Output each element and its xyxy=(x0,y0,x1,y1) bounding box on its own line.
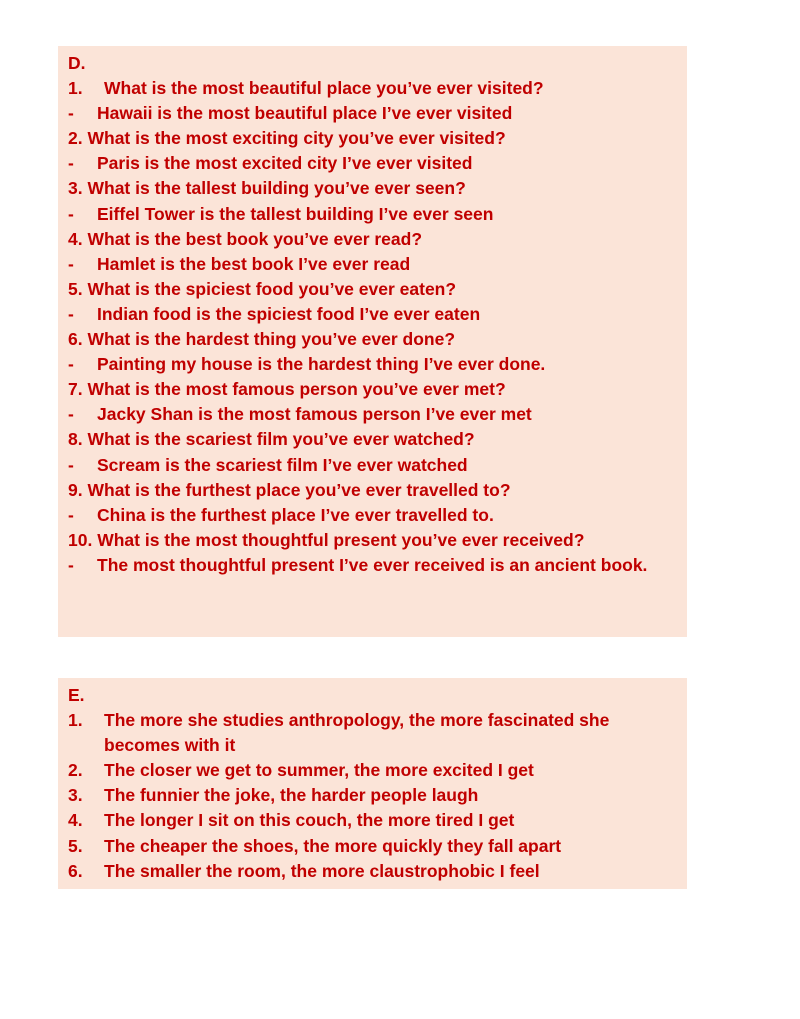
question-10 xyxy=(68,528,687,553)
answer-6 xyxy=(68,352,687,377)
question-number: 7. xyxy=(68,379,83,400)
answer-text: Indian food is the spiciest food I’ve ever eaten xyxy=(97,303,481,324)
answer-5 xyxy=(68,302,687,327)
answer-text: Scream is the scariest film I’ve ever watched xyxy=(97,454,468,475)
item-number: 2. xyxy=(68,760,83,781)
answer-9 xyxy=(68,503,687,528)
answer-7 xyxy=(68,402,687,427)
answer-dash: - xyxy=(68,354,74,375)
item-number: 3. xyxy=(68,785,83,806)
answer-10 xyxy=(68,553,687,578)
question-6 xyxy=(68,327,687,352)
list-item xyxy=(68,808,687,833)
question-9 xyxy=(68,478,687,503)
answer-dash: - xyxy=(68,103,74,124)
answer-dash: - xyxy=(68,303,74,324)
answer-dash: - xyxy=(68,454,74,475)
question-text: What is the most exciting city you’ve ever visited? xyxy=(87,128,506,149)
answer-dash: - xyxy=(68,504,74,525)
question-number: 2. xyxy=(68,128,83,149)
answer-text: Jacky Shan is the most famous person I’ve ever met xyxy=(97,404,532,425)
list-item xyxy=(68,834,687,859)
question-2 xyxy=(68,126,687,151)
answer-dash: - xyxy=(68,554,74,575)
answer-dash: - xyxy=(68,153,74,174)
item-number: 4. xyxy=(68,810,83,831)
item-number: 5. xyxy=(68,835,83,856)
question-number: 6. xyxy=(68,329,83,350)
section-e-box xyxy=(58,678,687,889)
answer-text: Painting my house is the hardest thing I’ve ever done. xyxy=(97,354,546,375)
answer-dash: - xyxy=(68,404,74,425)
question-text: What is the most beautiful place you’ve ever visited? xyxy=(104,78,544,99)
list-item xyxy=(68,783,687,808)
question-text: What is the hardest thing you’ve ever done? xyxy=(87,329,456,350)
question-number: 5. xyxy=(68,278,83,299)
answer-2 xyxy=(68,151,687,176)
answer-text: Hawaii is the most beautiful place I’ve ever visited xyxy=(97,103,513,124)
answer-dash: - xyxy=(68,253,74,274)
list-item xyxy=(68,859,687,884)
section-d-box xyxy=(58,46,687,637)
question-1 xyxy=(68,76,687,101)
section-e-heading: E. xyxy=(68,685,85,705)
answer-8 xyxy=(68,453,687,478)
answer-text: Hamlet is the best book I’ve ever read xyxy=(97,253,411,274)
question-number: 3. xyxy=(68,178,83,199)
question-text: What is the tallest building you’ve ever seen? xyxy=(87,178,466,199)
item-text: The cheaper the shoes, the more quickly they fall apart xyxy=(104,835,562,856)
answer-text: The most thoughtful present I’ve ever received is an ancient book. xyxy=(97,554,648,575)
answer-dash: - xyxy=(68,203,74,224)
question-number: 10. xyxy=(68,529,93,550)
question-text: What is the spiciest food you’ve ever eaten? xyxy=(87,278,457,299)
answer-4 xyxy=(68,252,687,277)
answer-3 xyxy=(68,202,687,227)
item-text: The smaller the room, the more claustrophobic I feel xyxy=(104,860,540,881)
question-8 xyxy=(68,427,687,452)
question-number: 9. xyxy=(68,479,83,500)
question-7 xyxy=(68,377,687,402)
item-text: The more she studies anthropology, the more fascinated she becomes with it xyxy=(104,710,610,756)
item-number: 6. xyxy=(68,860,83,881)
question-number: 8. xyxy=(68,429,83,450)
item-text: The longer I sit on this couch, the more tired I get xyxy=(104,810,515,831)
question-3 xyxy=(68,176,687,201)
question-4 xyxy=(68,227,687,252)
question-text: What is the best book you’ve ever read? xyxy=(87,228,423,249)
item-text: The closer we get to summer, the more excited I get xyxy=(104,760,534,781)
question-text: What is the scariest film you’ve ever watched? xyxy=(87,429,475,450)
answer-text: China is the furthest place I’ve ever travelled to. xyxy=(97,504,494,525)
item-number: 1. xyxy=(68,710,83,731)
question-text: What is the most famous person you’ve ever met? xyxy=(87,379,506,400)
question-number: 4. xyxy=(68,228,83,249)
list-item xyxy=(68,708,687,758)
answer-text: Paris is the most excited city I’ve ever visited xyxy=(97,153,473,174)
answer-text: Eiffel Tower is the tallest building I’ve ever seen xyxy=(97,203,494,224)
item-text: The funnier the joke, the harder people laugh xyxy=(104,785,479,806)
list-item xyxy=(68,758,687,783)
question-number: 1. xyxy=(68,78,83,99)
section-d-heading: D. xyxy=(68,53,86,73)
question-text: What is the furthest place you’ve ever travelled to? xyxy=(87,479,511,500)
question-text: What is the most thoughtful present you’ve ever received? xyxy=(97,529,585,550)
question-5 xyxy=(68,277,687,302)
answer-1 xyxy=(68,101,687,126)
